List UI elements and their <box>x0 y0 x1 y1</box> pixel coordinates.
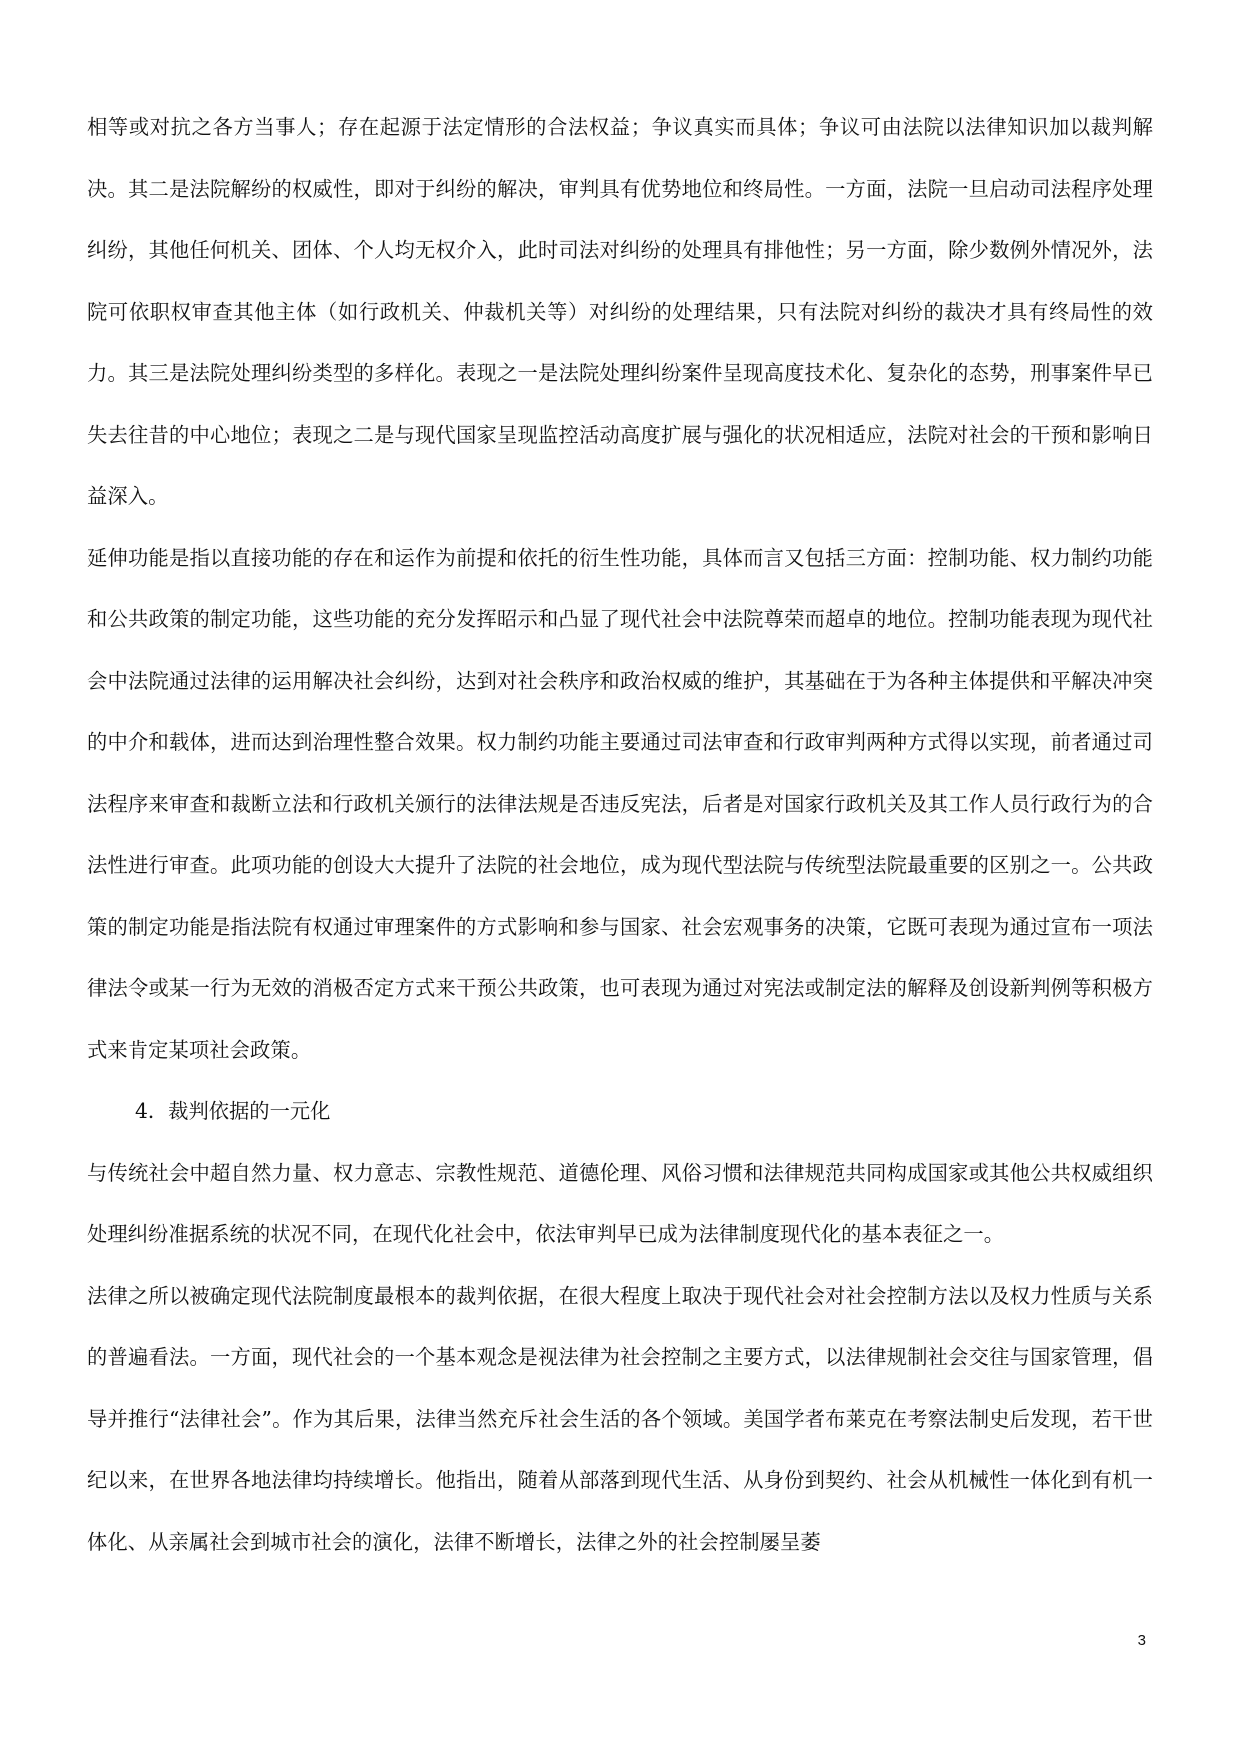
body-paragraph: 与传统社会中超自然力量、权力意志、宗教性规范、道德伦理、风俗习惯和法律规范共同构成国家或其他公共权威组织处理纠纷准据系统的状况不同，在现代化社会中，依法审判早已成为法律制度现代化的基本表征之一。 <box>87 1160 1153 1246</box>
body-paragraph: 法律之所以被确定现代法院制度最根本的裁判依据，在很大程度上取决于现代社会对社会控制方法以及权力性质与关系的普遍看法。一方面，现代社会的一个基本观念是视法律为社会控制之主要方式，以法律规制社会交往与国家管理，倡导并推行“法律社会”。作为其后果，法律当然充斥社会生活的各个领域。美国学者布莱克在考察法制史后发现，若干世纪以来，在世界各地法律均持续增长。他指出，随着从部落到现代生活、从身份到契约、社会从机械性一体化到有机一体化、从亲属社会到城市社会的演化，法律不断增长，法律之外的社会控制屡呈萎 <box>87 1283 1153 1554</box>
document-body <box>87 97 1153 1573</box>
body-paragraph: 延伸功能是指以直接功能的存在和运作为前提和依托的衍生性功能，具体而言又包括三方面：控制功能、权力制约功能和公共政策的制定功能，这些功能的充分发挥昭示和凸显了现代社会中法院尊荣而超卓的地位。控制功能表现为现代社会中法院通过法律的运用解决社会纠纷，达到对社会秩序和政治权威的维护，其基础在于为各种主体提供和平解决冲突的中介和载体，进而达到治理性整合效果。权力制约功能主要通过司法审查和行政审判两种方式得以实现，前者通过司法程序来审查和裁断立法和行政机关颁行的法律法规是否违反宪法，后者是对国家行政机关及其工作人员行政行为的合法性进行审查。此项功能的创设大大提升了法院的社会地位，成为现代型法院与传统型法院最重要的区别之一。公共政策的制定功能是指法院有权通过审理案件的方式影响和参与国家、社会宏观事务的决策，它既可表现为通过宣布一项法律法令或某一行为无效的消极否定方式来干预公共政策，也可表现为通过对宪法或制定法的解释及创设新判例等积极方式来肯定某项社会政策。 <box>87 545 1153 1062</box>
body-paragraph: 相等或对抗之各方当事人；存在起源于法定情形的合法权益；争议真实而具体；争议可由法院以法律知识加以裁判解决。其二是法院解纷的权威性，即对于纠纷的解决，审判具有优势地位和终局性。一方面，法院一旦启动司法程序处理纠纷，其他任何机关、团体、个人均无权介入，此时司法对纠纷的处理具有排他性；另一方面，除少数例外情况外，法院可依职权审查其他主体（如行政机关、仲裁机关等）对纠纷的处理结果，只有法院对纠纷的裁决才具有终局性的效力。其三是法院处理纠纷类型的多样化。表现之一是法院处理纠纷案件呈现高度技术化、复杂化的态势，刑事案件早已失去往昔的中心地位；表现之二是与现代国家呈现监控活动高度扩展与强化的状况相适应，法院对社会的干预和影响日益深入。 <box>87 115 1153 508</box>
page-number: 3 <box>1137 1632 1146 1649</box>
section-heading: 4．裁判依据的一元化 <box>135 1099 331 1123</box>
